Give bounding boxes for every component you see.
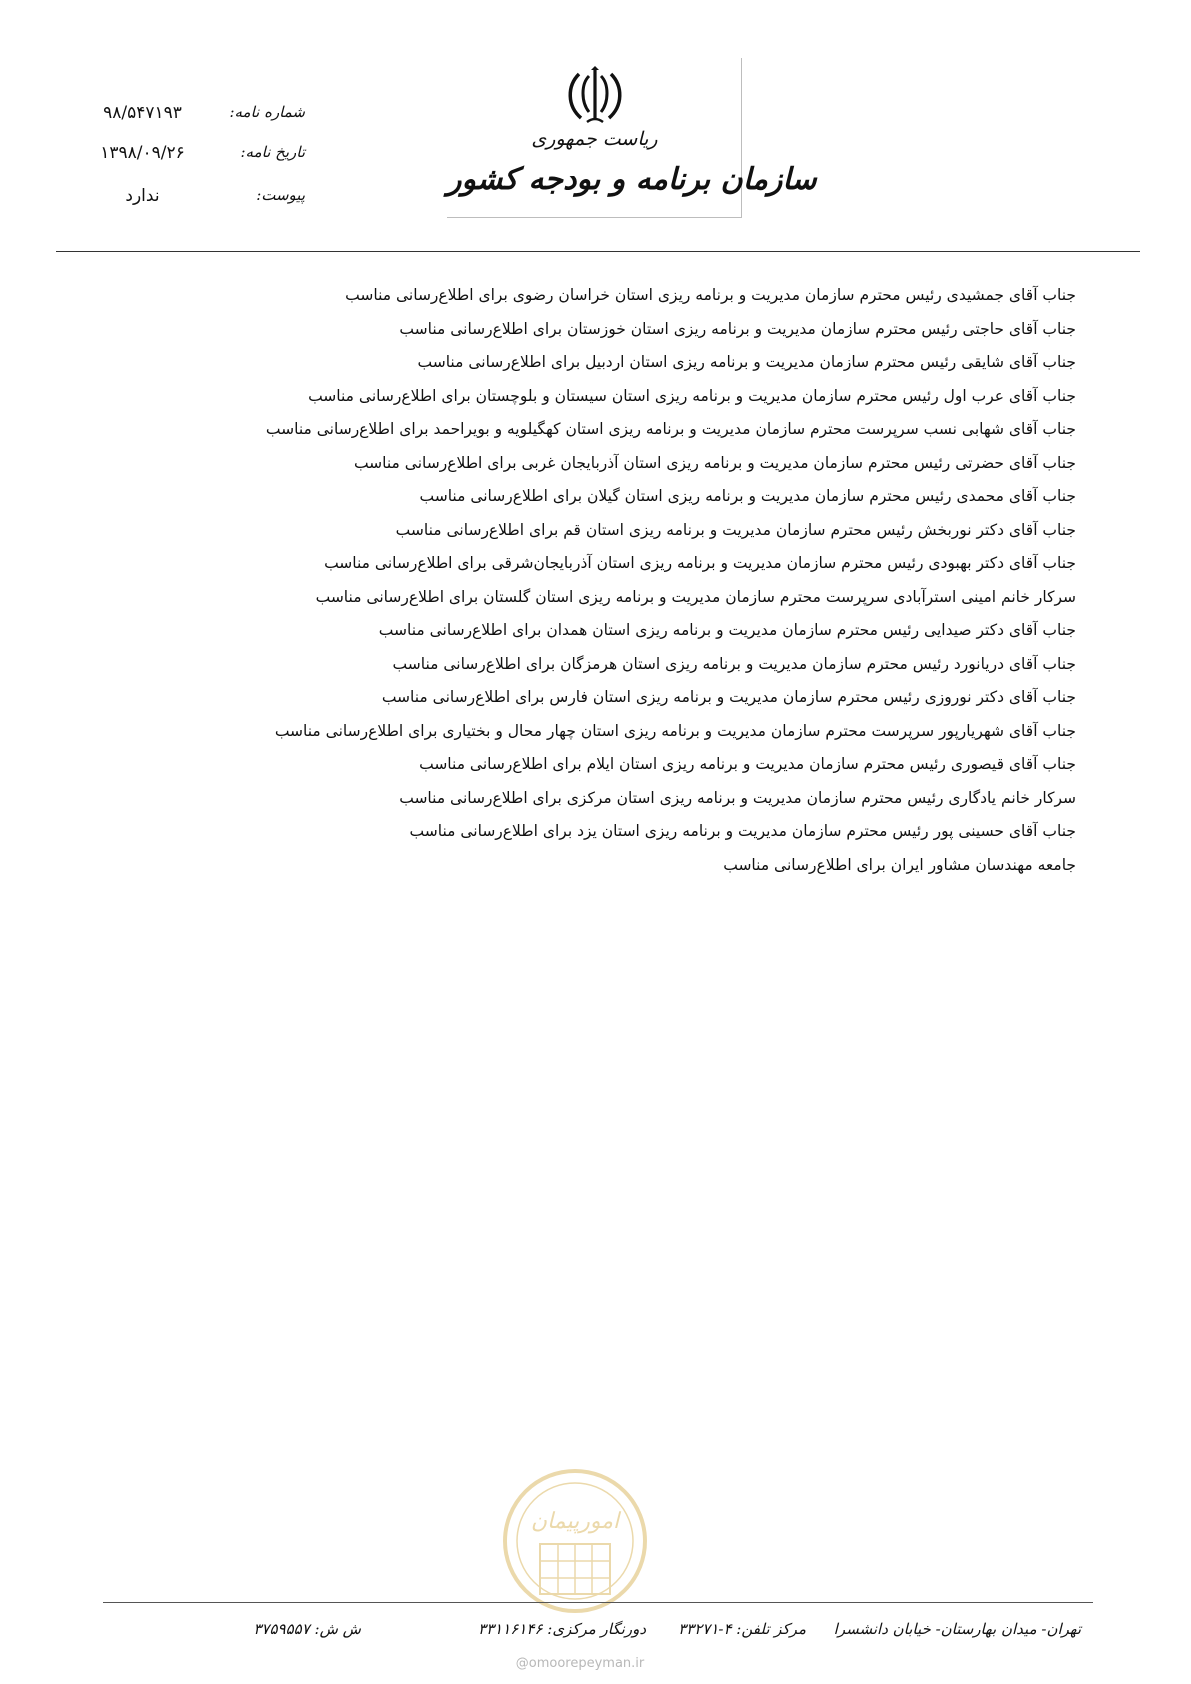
list-item: جناب آقای حسینی پور رئیس محترم سازمان مدیریت و برنامه ریزی استان یزد برای اطلاع‌رسانی مناسب — [409, 822, 1076, 840]
letter-date-row — [0, 143, 320, 169]
letter-number-value: ۹۸/۵۴۷۱۹۳ — [103, 103, 182, 123]
list-item: جناب آقای حاجتی رئیس محترم سازمان مدیریت و برنامه ریزی استان خوزستان برای اطلاع‌رسانی مناسب — [399, 319, 1076, 338]
recipient-list — [176, 279, 1076, 882]
attachment-label: پیوست: — [256, 186, 305, 204]
watermark-text: امورپیمان — [530, 1509, 620, 1534]
letter-number-row — [0, 103, 320, 129]
letter-date-value: ۱۳۹۸/۰۹/۲۶ — [100, 143, 185, 163]
footer-website: @omoorepeyman.ir — [515, 1656, 645, 1671]
iran-emblem-icon — [565, 66, 625, 128]
footer-phone: مرکز تلفن: ۴-۳۳۲۷۱ — [678, 1620, 806, 1638]
list-item: جناب آقای محمدی رئیس محترم سازمان مدیریت و برنامه ریزی استان گیلان برای اطلاع‌رسانی مناسب — [419, 487, 1076, 505]
footer-fax: دورنگار مرکزی: ۳۳۱۱۶۱۴۶ — [478, 1620, 646, 1638]
footer-id-number: ش ش: ۳۷۵۹۵۵۷ — [253, 1620, 361, 1638]
list-item: جناب آقای دکتر بهبودی رئیس محترم سازمان مدیریت و برنامه ریزی استان آذربایجان‌شرقی برای اطلاع‌رسانی مناسب — [324, 554, 1076, 572]
list-item: جناب آقای شهریارپور سرپرست محترم سازمان مدیریت و برنامه ریزی استان چهار محال و بختیاری برای اطلاع‌رسانی مناسب — [274, 721, 1076, 740]
list-item: جناب آقای جمشیدی رئیس محترم سازمان مدیریت و برنامه ریزی استان خراسان رضوی برای اطلاع‌رسانی مناسب — [345, 286, 1076, 304]
list-item: جناب آقای حضرتی رئیس محترم سازمان مدیریت و برنامه ریزی استان آذربایجان غربی برای اطلاع‌رسانی مناسب — [353, 453, 1076, 472]
letter-date-label: تاریخ نامه: — [240, 143, 305, 161]
organization-name: سازمان برنامه و بودجه کشور — [447, 162, 817, 197]
footer-address: تهران- میدان بهارستان- خیابان دانشسرا — [833, 1620, 1081, 1638]
list-item: سرکار خانم امینی استرآبادی سرپرست محترم سازمان مدیریت و برنامه ریزی استان گلستان برای اطلاع‌رسانی مناسب — [315, 587, 1076, 606]
list-item: جناب آقای دکتر نوربخش رئیس محترم سازمان مدیریت و برنامه ریزی استان قم برای اطلاع‌رسانی مناسب — [395, 520, 1076, 539]
list-item: جناب آقای دکتر صیدایی رئیس محترم سازمان مدیریت و برنامه ریزی استان همدان برای اطلاع‌رسانی مناسب — [378, 621, 1076, 639]
footer-divider — [103, 1602, 1093, 1603]
list-item: سرکار خانم یادگاری رئیس محترم سازمان مدیریت و برنامه ریزی استان مرکزی برای اطلاع‌رسانی مناسب — [399, 788, 1076, 807]
attachment-row — [0, 186, 320, 212]
list-item: جناب آقای شهابی نسب سرپرست محترم سازمان مدیریت و برنامه ریزی استان کهگیلویه و بویراحمد برای اطلاع‌رسانی مناسب — [265, 420, 1076, 438]
list-item: جناب آقای قیصوری رئیس محترم سازمان مدیریت و برنامه ریزی استان ایلام برای اطلاع‌رسانی مناسب — [419, 755, 1076, 773]
presidency-title: ریاست جمهوری — [531, 128, 658, 150]
letterhead — [447, 58, 817, 218]
list-item: جامعه مهندسان مشاور ایران برای اطلاع‌رسانی مناسب — [723, 855, 1076, 874]
header-divider — [56, 251, 1140, 252]
list-item: جناب آقای دریانورد رئیس محترم سازمان مدیریت و برنامه ریزی استان هرمزگان برای اطلاع‌رسانی مناسب — [392, 654, 1076, 673]
list-item: جناب آقای دکتر نوروزی رئیس محترم سازمان مدیریت و برنامه ریزی استان فارس برای اطلاع‌رسانی مناسب — [381, 688, 1076, 706]
letter-number-label: شماره نامه: — [229, 103, 305, 121]
list-item: جناب آقای عرب اول رئیس محترم سازمان مدیریت و برنامه ریزی استان سیستان و بلوچستان برای اطلاع‌رسانی مناسب — [308, 386, 1076, 405]
list-item: جناب آقای شایقی رئیس محترم سازمان مدیریت و برنامه ریزی استان اردبیل برای اطلاع‌رسانی مناسب — [417, 353, 1076, 371]
watermark-seal-icon — [500, 1466, 650, 1616]
attachment-value: ندارد — [125, 186, 160, 206]
